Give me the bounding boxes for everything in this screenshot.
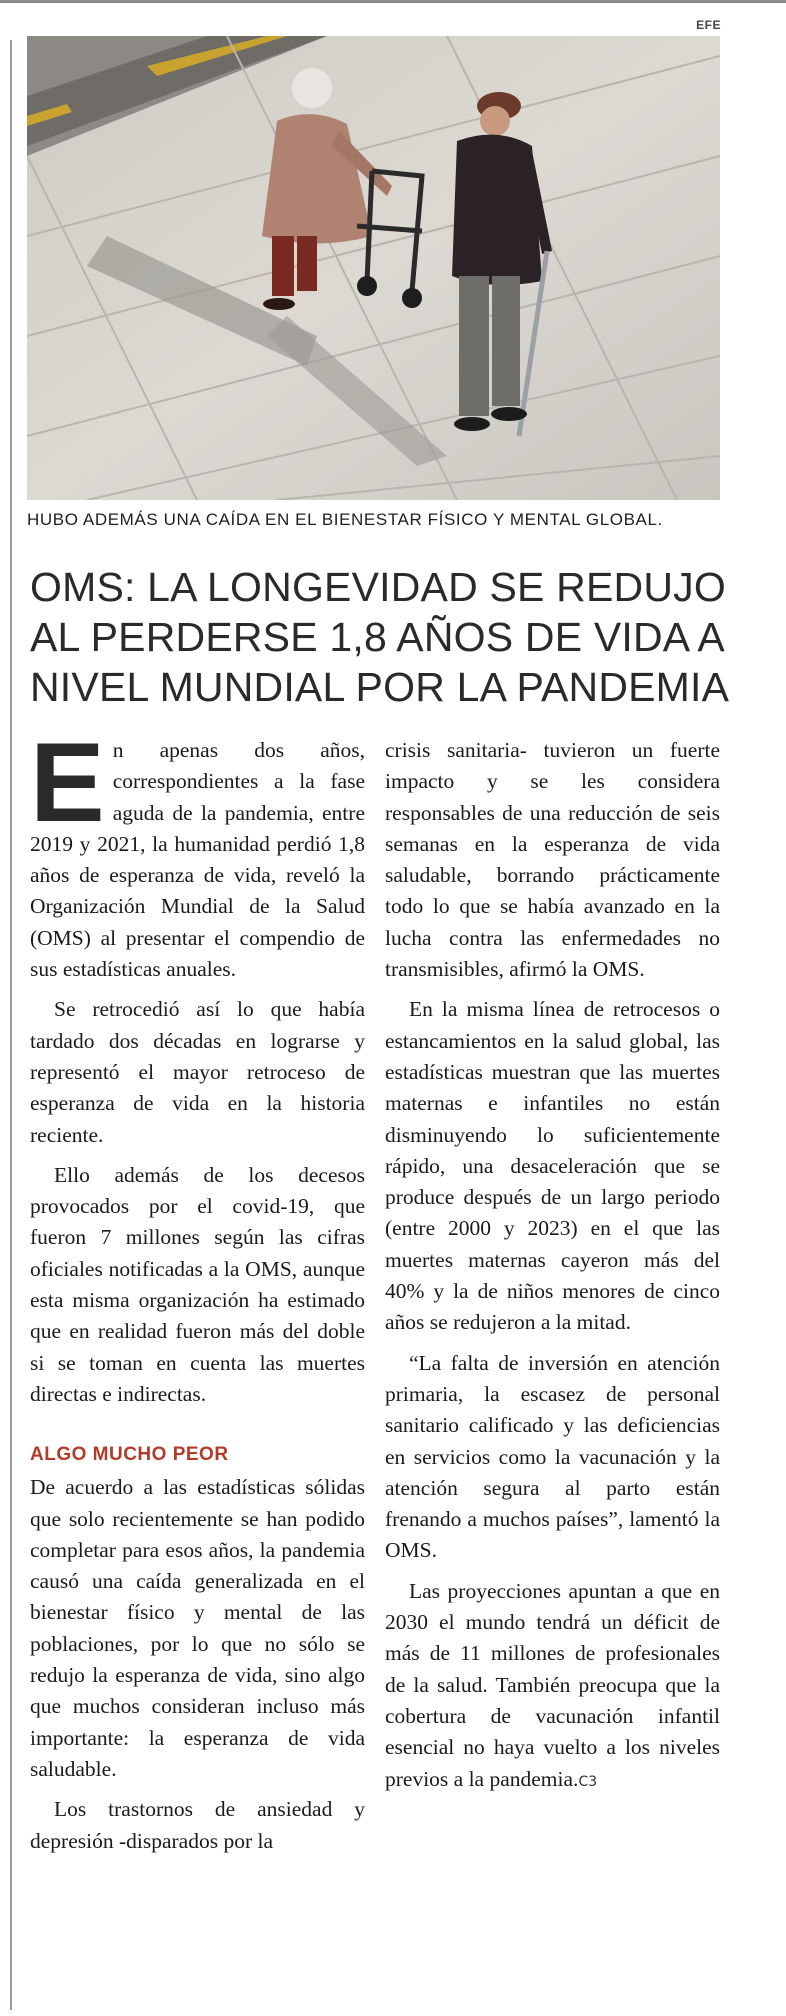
article-column-right (385, 735, 720, 1798)
paragraph-text: Las proyecciones apuntan a que en 2030 el mundo tendrá un déficit de más de 11 millones de profesionales de la salud. También preocupa que la cobertura de vacunación infantil esencial no haya vuelto a los niveles previos a la pandemia. (385, 1578, 720, 1791)
body-paragraph: crisis sanitaria- tuvieron un fuerte impacto y se les considera responsables de una reducción de seis semanas en la esperanza de vida saludable, borrando prácticamente todo lo que se había avanzado en la lucha contra las enfermedades no transmisibles, afirmó la OMS. (385, 738, 720, 982)
top-rule (0, 0, 786, 3)
body-paragraph (385, 1576, 720, 1798)
column-rule (10, 40, 12, 2010)
body-paragraph: Se retrocedió así lo que había tardado dos décadas en lograrse y representó el mayor retroceso de esperanza de vida en la historia reciente. (30, 997, 365, 1147)
headline (30, 562, 730, 712)
headline-line: AL PERDERSE 1,8 AÑOS DE VIDA A (30, 614, 725, 660)
article-column-left (30, 720, 365, 1857)
body-paragraph: “La falta de inversión en atención primaria, la escasez de personal sanitario calificado y las deficiencias en servicios como la vacunación y la atención segura al parto están frenando a muchos países”, lamentó la OMS. (385, 1350, 720, 1563)
headline-line: OMS: LA LONGEVIDAD SE REDUJO (30, 564, 726, 610)
headline-line: NIVEL MUNDIAL POR LA PANDEMIA (30, 664, 730, 710)
section-subhead: ALGO MUCHO PEOR (30, 1444, 229, 1466)
end-mark: C3 (578, 1773, 598, 1790)
photo-credit: EFE (696, 18, 721, 32)
photo-caption: HUBO ADEMÁS UNA CAÍDA EN EL BIENESTAR FÍSICO Y MENTAL GLOBAL. (27, 510, 663, 529)
drop-cap: E (30, 720, 105, 845)
body-paragraph: Los trastornos de ansiedad y depresión -disparados por la (30, 1797, 365, 1853)
paragraph-text: n apenas dos años, correspondientes a la fase aguda de la pandemia, entre 2019 y 2021, la humanidad perdió 1,8 años de esperanza de vida, reveló la Organización Mundial de la Salud (OMS) al presentar el compendio de sus estadísticas anuales. (30, 738, 365, 982)
body-paragraph (30, 720, 365, 985)
body-paragraph: En la misma línea de retrocesos o estancamientos en la salud global, las estadísticas muestran que las muertes maternas e infantiles no están disminuyendo lo suficientemente rápido, una desaceleración que se produce después de un largo periodo (entre 2000 y 2023) en el que las muertes maternas cayeron más del 40% y la de niños menores de cinco años se redujeron a la mitad. (385, 997, 720, 1335)
body-paragraph: De acuerdo a las estadísticas sólidas que solo recientemente se han podido completar para esos años, la pandemia causó una caída generalizada en el bienestar físico y mental de las poblaciones, por lo que no sólo se redujo la esperanza de vida, sino algo que muchos consideran incluso más importante: la esperanza de vida saludable. (30, 1475, 365, 1781)
body-paragraph: Ello además de los decesos provocados por el covid-19, que fueron 7 millones según las cifras oficiales notificadas a la OMS, aunque esta misma organización ha estimado que en realidad fueron más del doble si se toman en cuenta las muertes directas e indirectas. (30, 1162, 365, 1406)
article-photo (27, 36, 720, 500)
